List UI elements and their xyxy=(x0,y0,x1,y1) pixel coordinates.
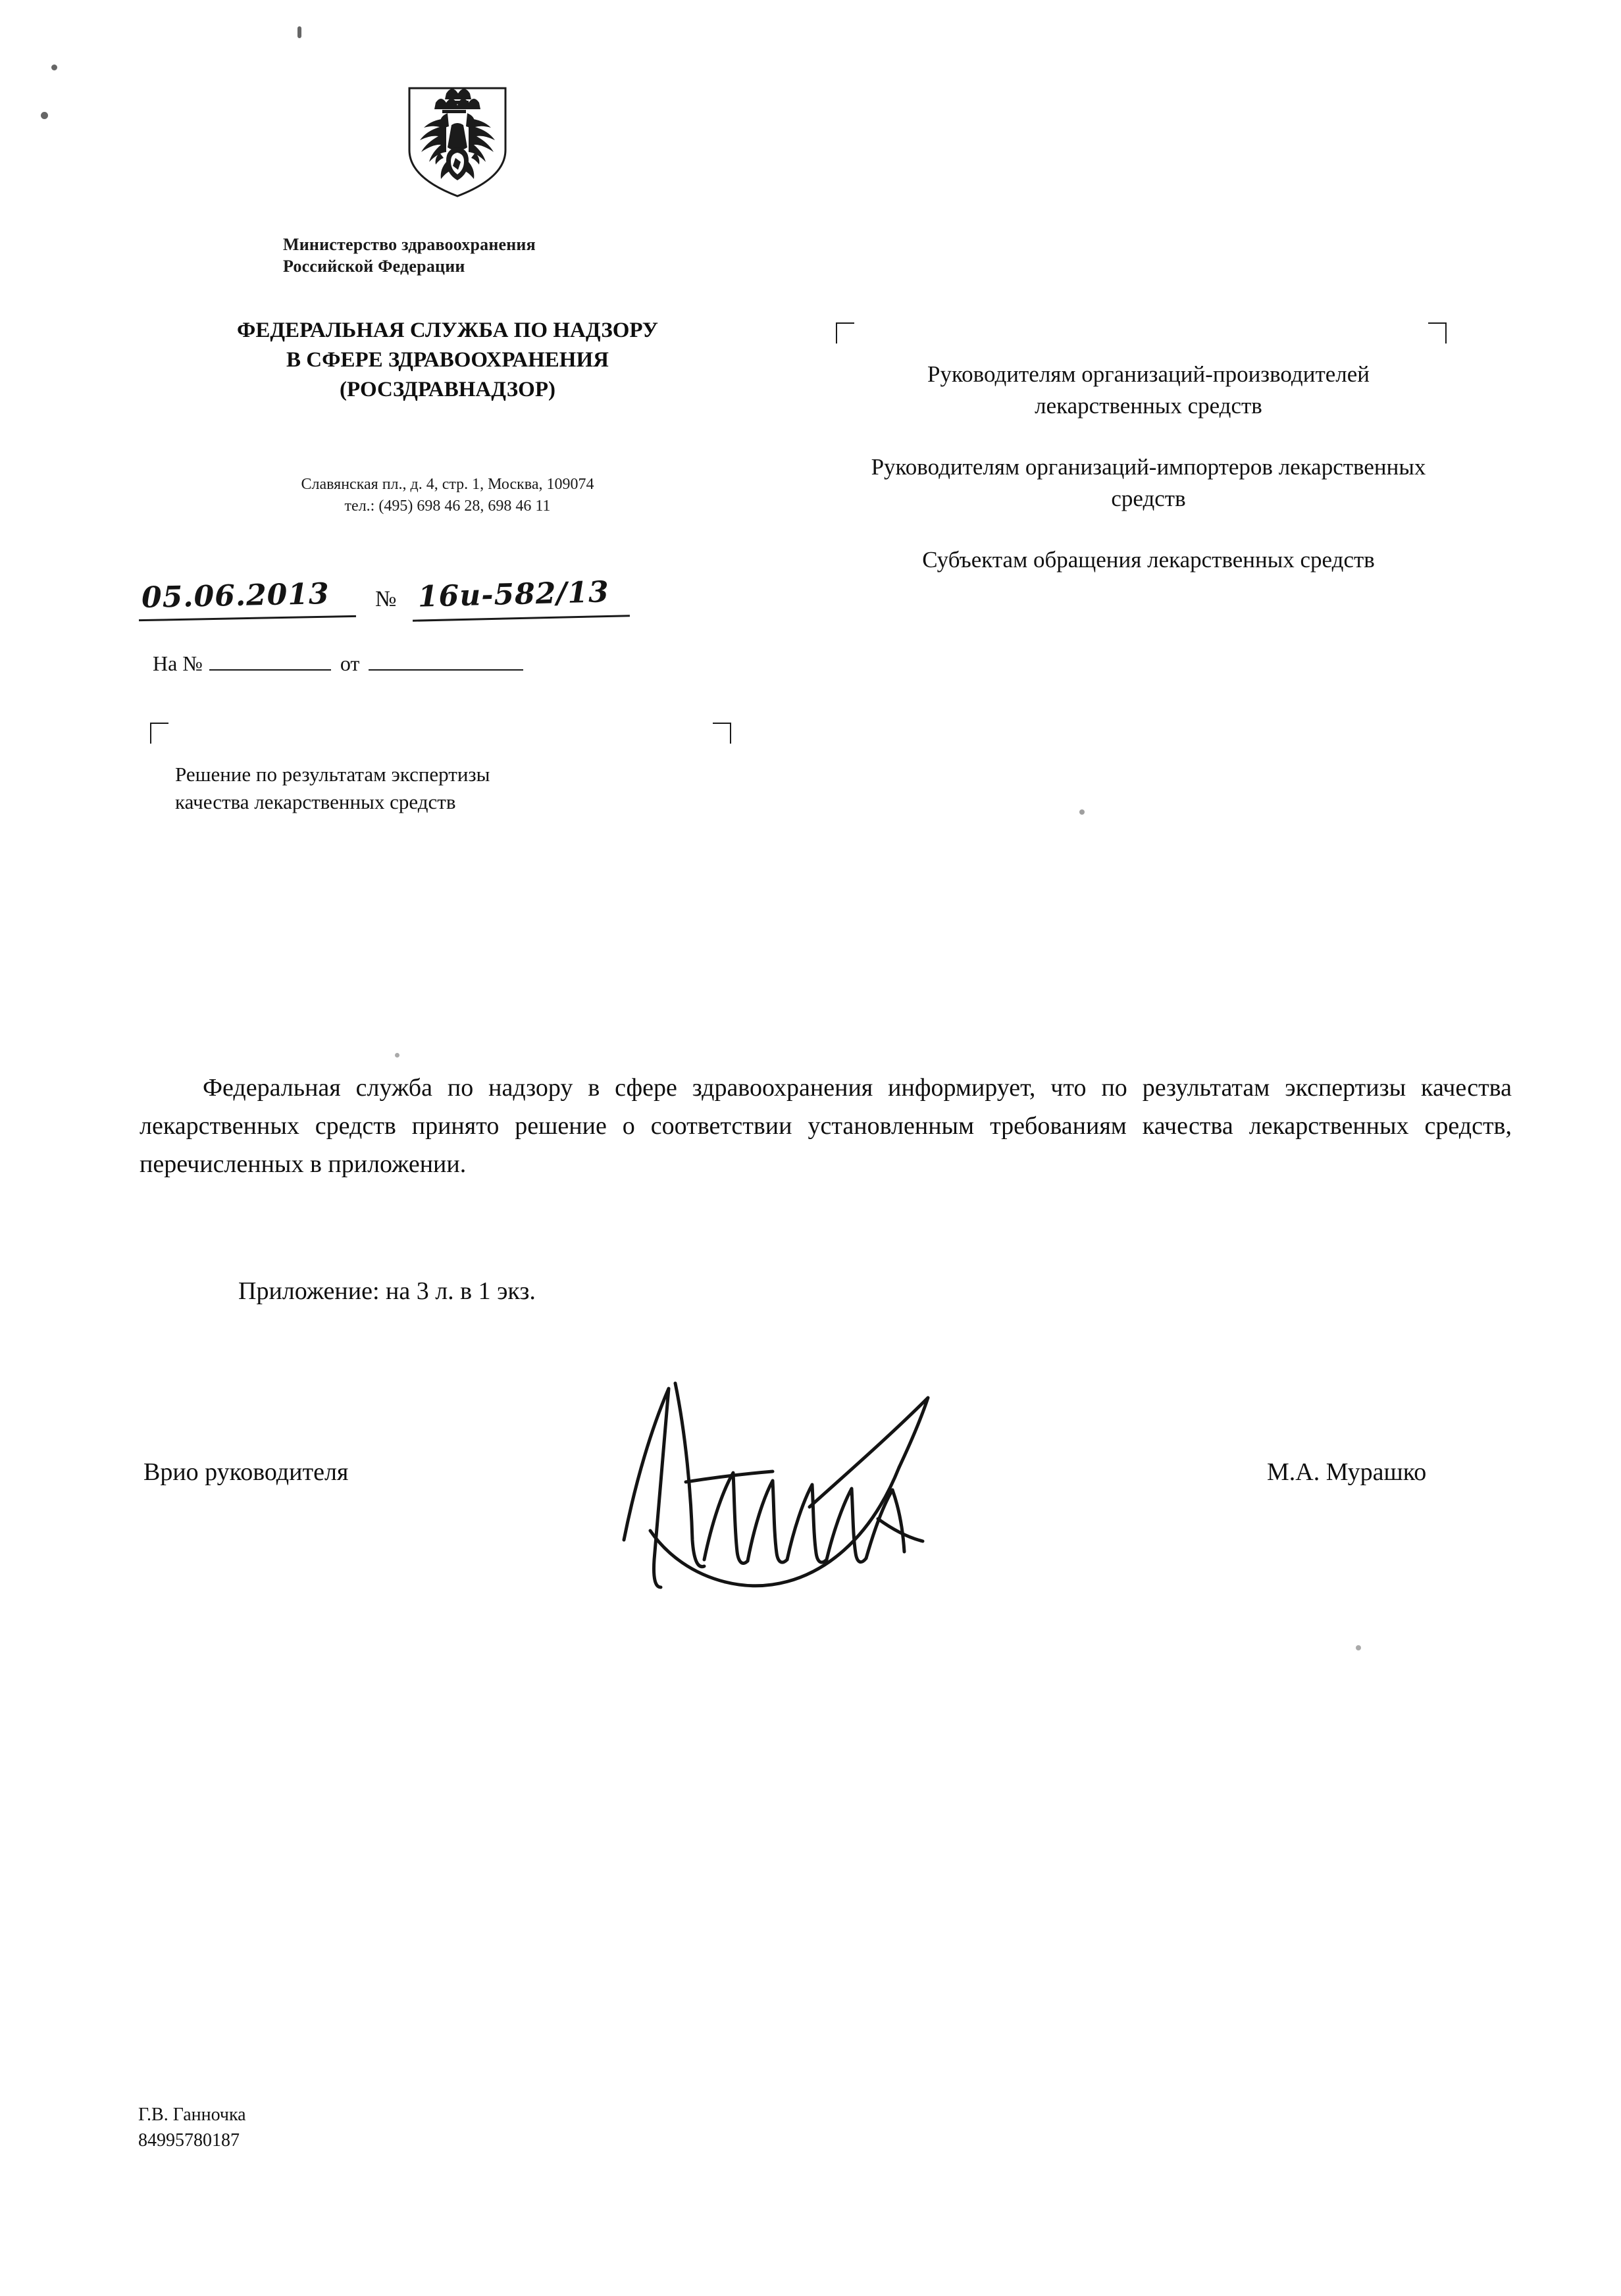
service-title xyxy=(118,316,777,405)
signatory-title: Врио руководителя xyxy=(143,1458,349,1486)
attachment-note: Приложение: на 3 л. в 1 экз. xyxy=(238,1277,536,1305)
address-line-2: тел.: (495) 698 46 28, 698 46 11 xyxy=(344,497,551,515)
addressee-list xyxy=(862,359,1435,576)
signatory-name: М.А. Мурашко xyxy=(1267,1458,1427,1486)
addressee-item: Руководителям организаций-производителей лекарственных средств xyxy=(927,361,1370,419)
subject-line-1: Решение по результатам экспертизы xyxy=(175,763,490,786)
number-sign-label: № xyxy=(375,587,397,611)
subject-block xyxy=(150,723,742,834)
outgoing-registration xyxy=(141,575,734,625)
scan-speck xyxy=(51,64,57,70)
subject-line-2: качества лекарственных средств xyxy=(175,790,456,813)
addressee-bracket-left-icon xyxy=(836,322,854,344)
address-line-1: Славянская пл., д. 4, стр. 1, Москва, 109074 xyxy=(301,476,594,493)
service-title-line-1: ФЕДЕРАЛЬНАЯ СЛУЖБА ПО НАДЗОРУ xyxy=(237,319,658,342)
reference-date-rule xyxy=(369,652,523,671)
handwritten-signature xyxy=(612,1342,1033,1619)
subject-bracket-right-icon xyxy=(713,723,731,744)
outgoing-number-rule xyxy=(413,615,630,621)
scan-speck xyxy=(297,26,301,38)
addressee-item: Руководителям организаций-импортеров лекарственных средств xyxy=(871,454,1426,511)
executor-block xyxy=(138,2103,246,2153)
service-title-line-3: (РОСЗДРАВНАДЗОР) xyxy=(339,377,555,401)
scan-speck xyxy=(395,1053,399,1058)
reference-middle-label: от xyxy=(340,651,360,675)
address-block xyxy=(118,474,777,517)
outgoing-number-value: 16и-582/13 xyxy=(417,575,610,614)
addressee-item: Субъектам обращения лекарственных средств xyxy=(922,547,1375,573)
ministry-caption xyxy=(283,234,691,278)
ministry-line-2: Российской Федерации xyxy=(283,257,465,276)
addressee-block xyxy=(836,322,1454,730)
ministry-line-1: Министерство здравоохранения xyxy=(283,235,536,254)
scan-speck xyxy=(1079,809,1085,815)
subject-text xyxy=(175,761,715,815)
scan-speck xyxy=(41,112,48,119)
service-title-line-2: В СФЕРЕ ЗДРАВООХРАНЕНИЯ xyxy=(286,347,609,372)
outgoing-date-rule xyxy=(139,615,356,621)
body-paragraph: Федеральная служба по надзору в сфере здравоохранения информирует, что по результатам экспертизы качества лекарственных средств принято решение о соответствии установленным требованиям качества лекарственных средств, перечисленных в приложении. xyxy=(140,1074,1512,1178)
coat-of-arms-icon xyxy=(395,79,520,204)
subject-bracket-left-icon xyxy=(150,723,168,744)
incoming-reference-line xyxy=(153,651,745,676)
outgoing-date-value: 05.06.2013 xyxy=(141,577,330,615)
reference-number-rule xyxy=(209,652,331,671)
scan-speck xyxy=(1356,1645,1361,1650)
executor-phone: 84995780187 xyxy=(138,2130,240,2151)
reference-prefix-label: На № xyxy=(153,651,203,675)
executor-name: Г.В. Ганночка xyxy=(138,2105,246,2125)
addressee-bracket-right-icon xyxy=(1428,322,1447,344)
